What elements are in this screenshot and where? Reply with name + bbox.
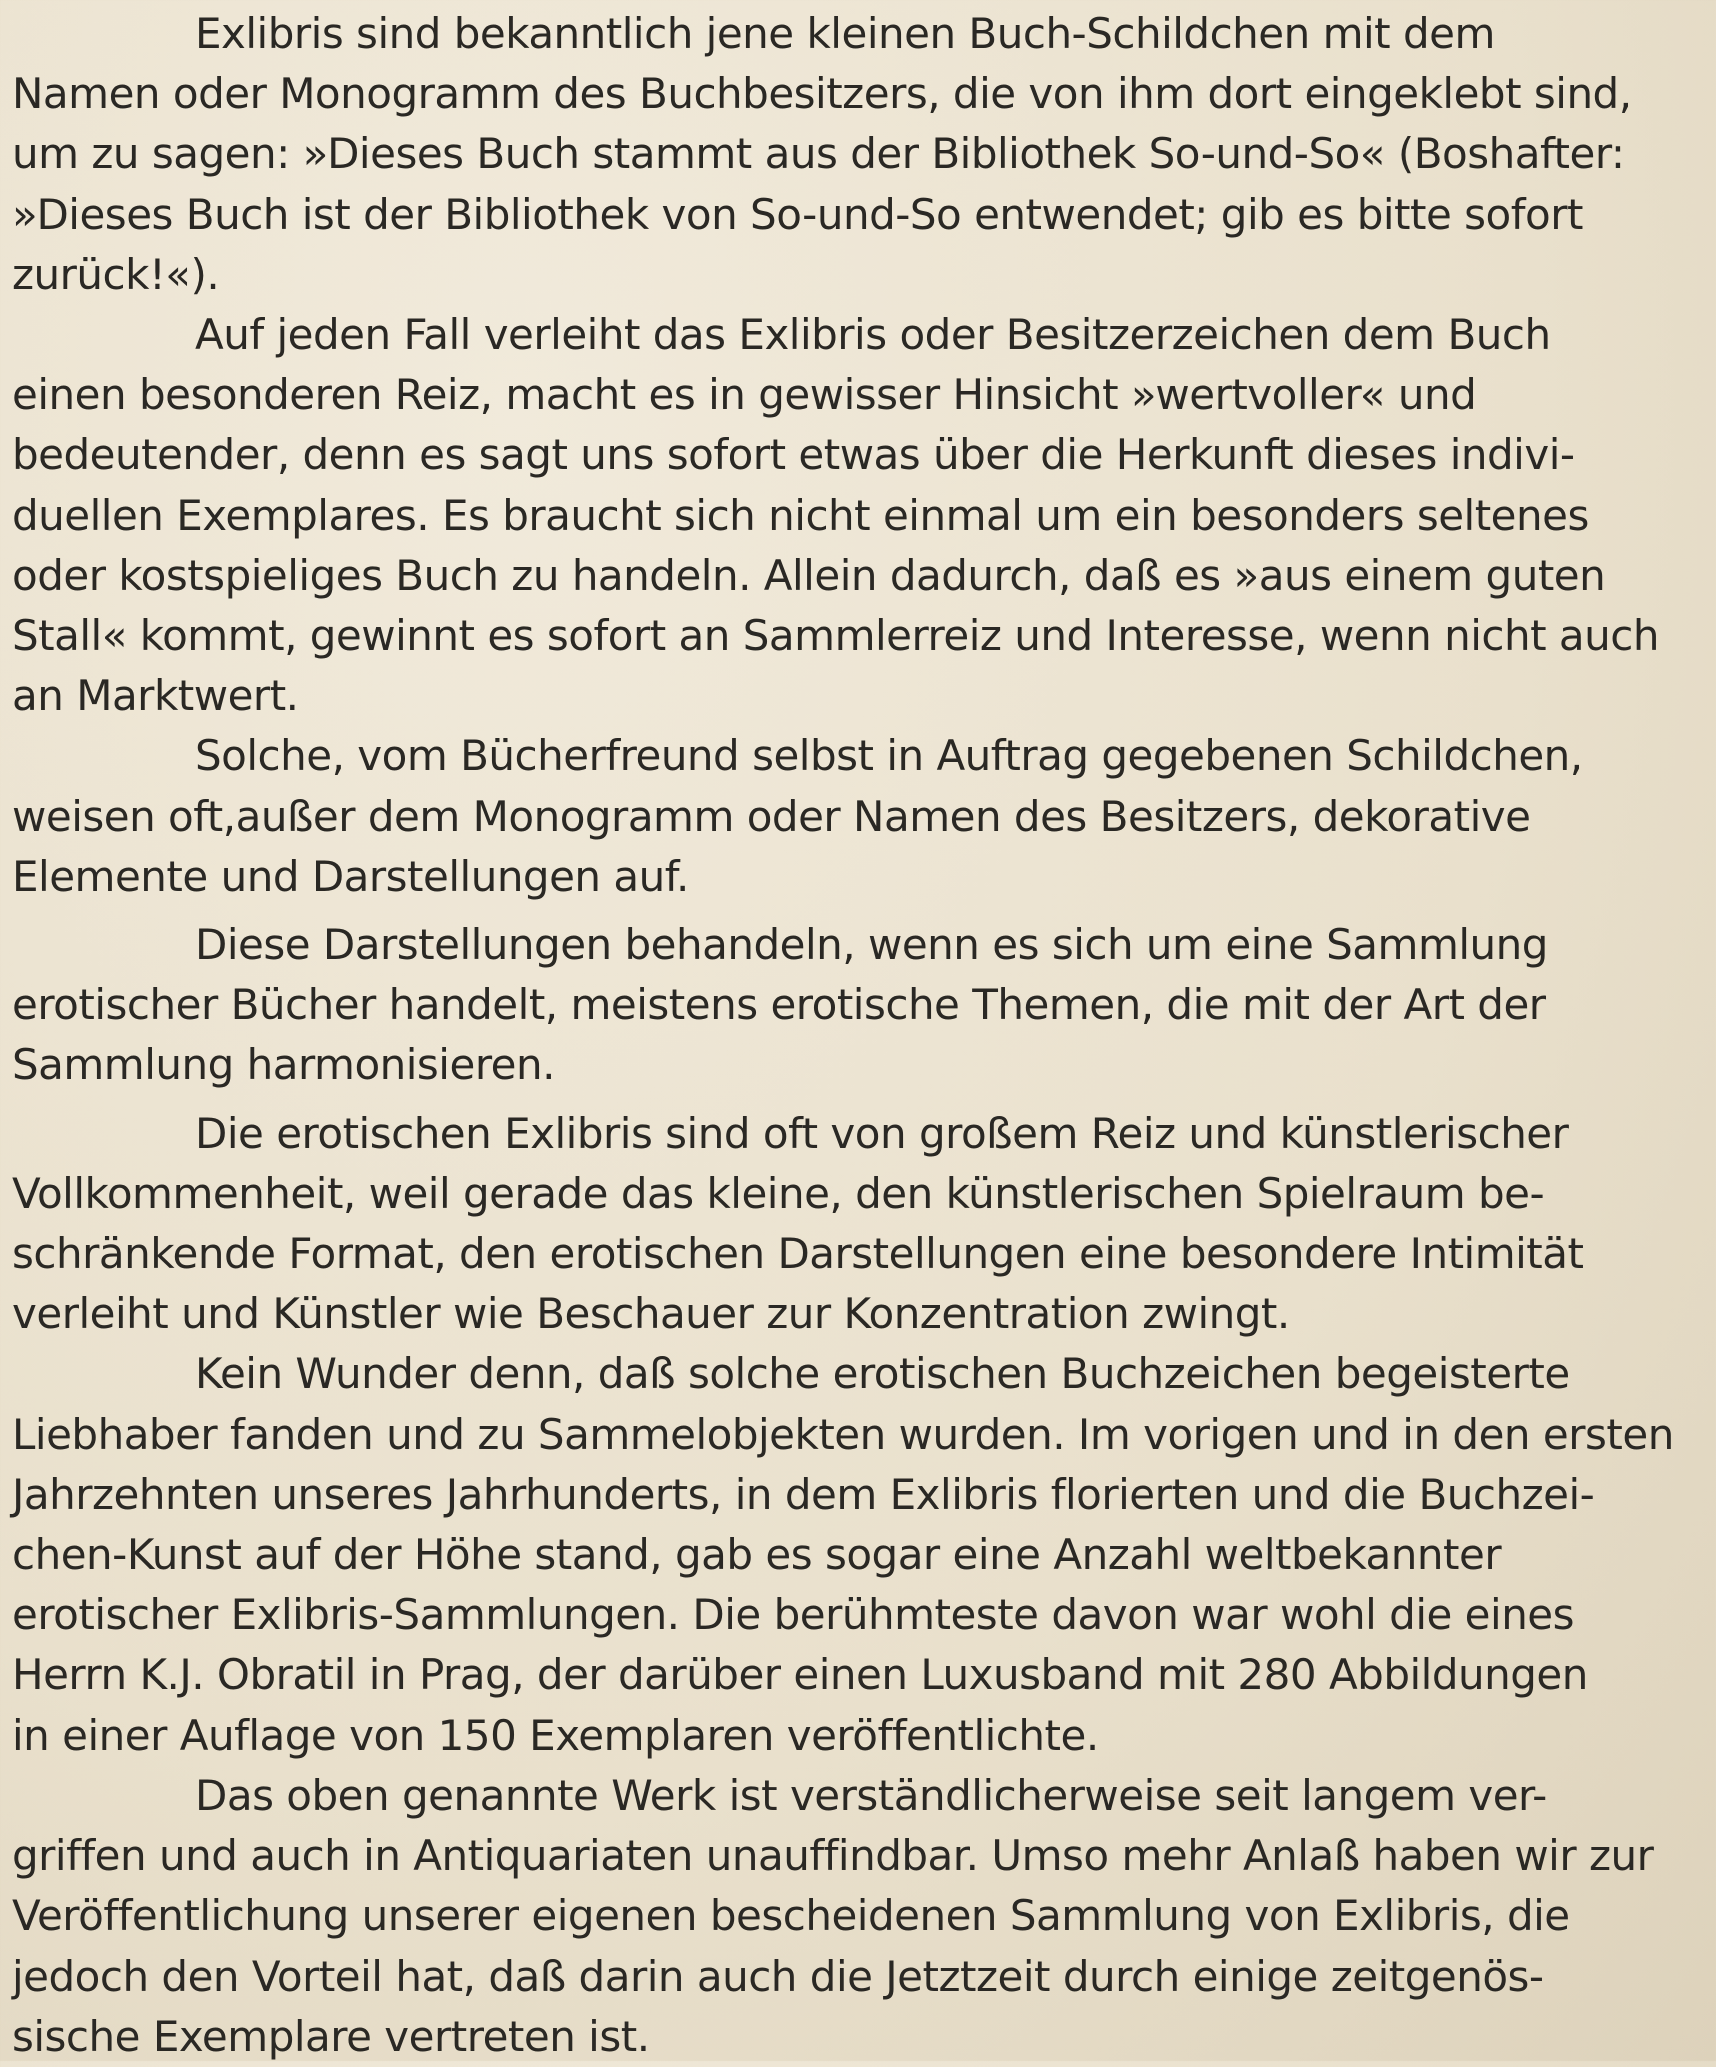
- text-line: »Dieses Buch ist der Bibliothek von So-und-So entwendet; gib es bitte sofort: [12, 189, 1583, 239]
- text-line: sische Exemplare vertreten ist.: [12, 2011, 650, 2061]
- text-line: Exlibris sind bekanntlich jene kleinen Buch-Schildchen mit dem: [195, 9, 1495, 58]
- text-line: Herrn K.J. Obratil in Prag, der darüber einen Luxusband mit 280 Abbildungen: [12, 1650, 1588, 1700]
- paragraph-4: [12, 915, 1702, 1096]
- text-line: Namen oder Monogramm des Buchbesitzers, die von ihm dort eingeklebt sind,: [12, 69, 1632, 119]
- text-line: duellen Exemplares. Es braucht sich nicht einmal um ein besonders seltenes: [12, 490, 1589, 540]
- paragraph-5: [12, 1104, 1702, 1345]
- paragraph-6: [12, 1344, 1702, 1765]
- paragraph-3: [12, 726, 1702, 907]
- text-line: oder kostspieliges Buch zu handeln. Allein dadurch, daß es »aus einem guten: [12, 550, 1606, 600]
- text-line: weisen oft,außer dem Monogramm oder Namen des Besitzers, dekorative: [12, 791, 1531, 841]
- text-line: Kein Wunder denn, daß solche erotischen Buchzeichen begeisterte: [195, 1349, 1570, 1399]
- text-line: Solche, vom Bücherfreund selbst in Auftrag gegebenen Schildchen,: [195, 731, 1583, 781]
- text-line: griffen und auch in Antiquariaten unauffindbar. Umso mehr Anlaß haben wir zur: [12, 1831, 1654, 1881]
- text-line: schränkende Format, den erotischen Darstellungen eine besondere Intimität: [12, 1229, 1584, 1279]
- text-line: Sammlung harmonisieren.: [12, 1040, 555, 1090]
- text-line: Das oben genannte Werk ist verständlicherweise seit langem ver-: [195, 1770, 1547, 1820]
- text-line: erotischer Exlibris-Sammlungen. Die berühmteste davon war wohl die eines: [12, 1590, 1575, 1640]
- text-line: einen besonderen Reiz, macht es in gewisser Hinsicht »wertvoller« und: [12, 370, 1477, 420]
- paragraph-spacer: [12, 907, 1702, 915]
- text-line: Vollkommenheit, weil gerade das kleine, den künstlerischen Spielraum be-: [12, 1168, 1545, 1218]
- text-line: Stall« kommt, gewinnt es sofort an Sammlerreiz und Interesse, wenn nicht auch: [12, 611, 1659, 661]
- text-line: an Marktwert.: [12, 671, 299, 721]
- text-line: Die erotischen Exlibris sind oft von großem Reiz und künstlerischer: [195, 1108, 1569, 1158]
- text-line: um zu sagen: »Dieses Buch stammt aus der Bibliothek So-und-So« (Boshafter:: [12, 129, 1625, 179]
- text-line: Veröffentlichung unserer eigenen bescheidenen Sammlung von Exlibris, die: [12, 1891, 1570, 1941]
- text-line: Auf jeden Fall verleiht das Exlibris oder Besitzerzeichen dem Buch: [195, 310, 1551, 360]
- text-line: zurück!«).: [12, 249, 220, 299]
- text-line: Diese Darstellungen behandeln, wenn es sich um eine Sammlung: [195, 920, 1548, 970]
- text-line: bedeutender, denn es sagt uns sofort etwas über die Herkunft dieses indivi-: [12, 430, 1575, 480]
- text-line: chen-Kunst auf der Höhe stand, gab es sogar eine Anzahl weltbekannter: [12, 1530, 1502, 1580]
- text-line: erotischer Bücher handelt, meistens erotische Themen, die mit der Art der: [12, 980, 1546, 1030]
- text-line: in einer Auflage von 150 Exemplaren veröffentlichte.: [12, 1710, 1099, 1760]
- text-line: Elemente und Darstellungen auf.: [12, 851, 689, 901]
- paragraph-spacer: [12, 1096, 1702, 1104]
- paragraph-2: [12, 305, 1702, 726]
- text-line: Liebhaber fanden und zu Sammelobjekten wurden. Im vorigen und in den ersten: [12, 1409, 1674, 1459]
- paragraph-1: [12, 4, 1702, 305]
- text-line: Jahrzehnten unseres Jahrhunderts, in dem Exlibris florierten und die Buchzei-: [12, 1469, 1595, 1519]
- paragraph-7: [12, 1766, 1702, 2067]
- text-line: verleiht und Künstler wie Beschauer zur Konzentration zwingt.: [12, 1289, 1290, 1339]
- text-line: jedoch den Vorteil hat, daß darin auch die Jetztzeit durch einige zeitgenös-: [12, 1951, 1544, 2001]
